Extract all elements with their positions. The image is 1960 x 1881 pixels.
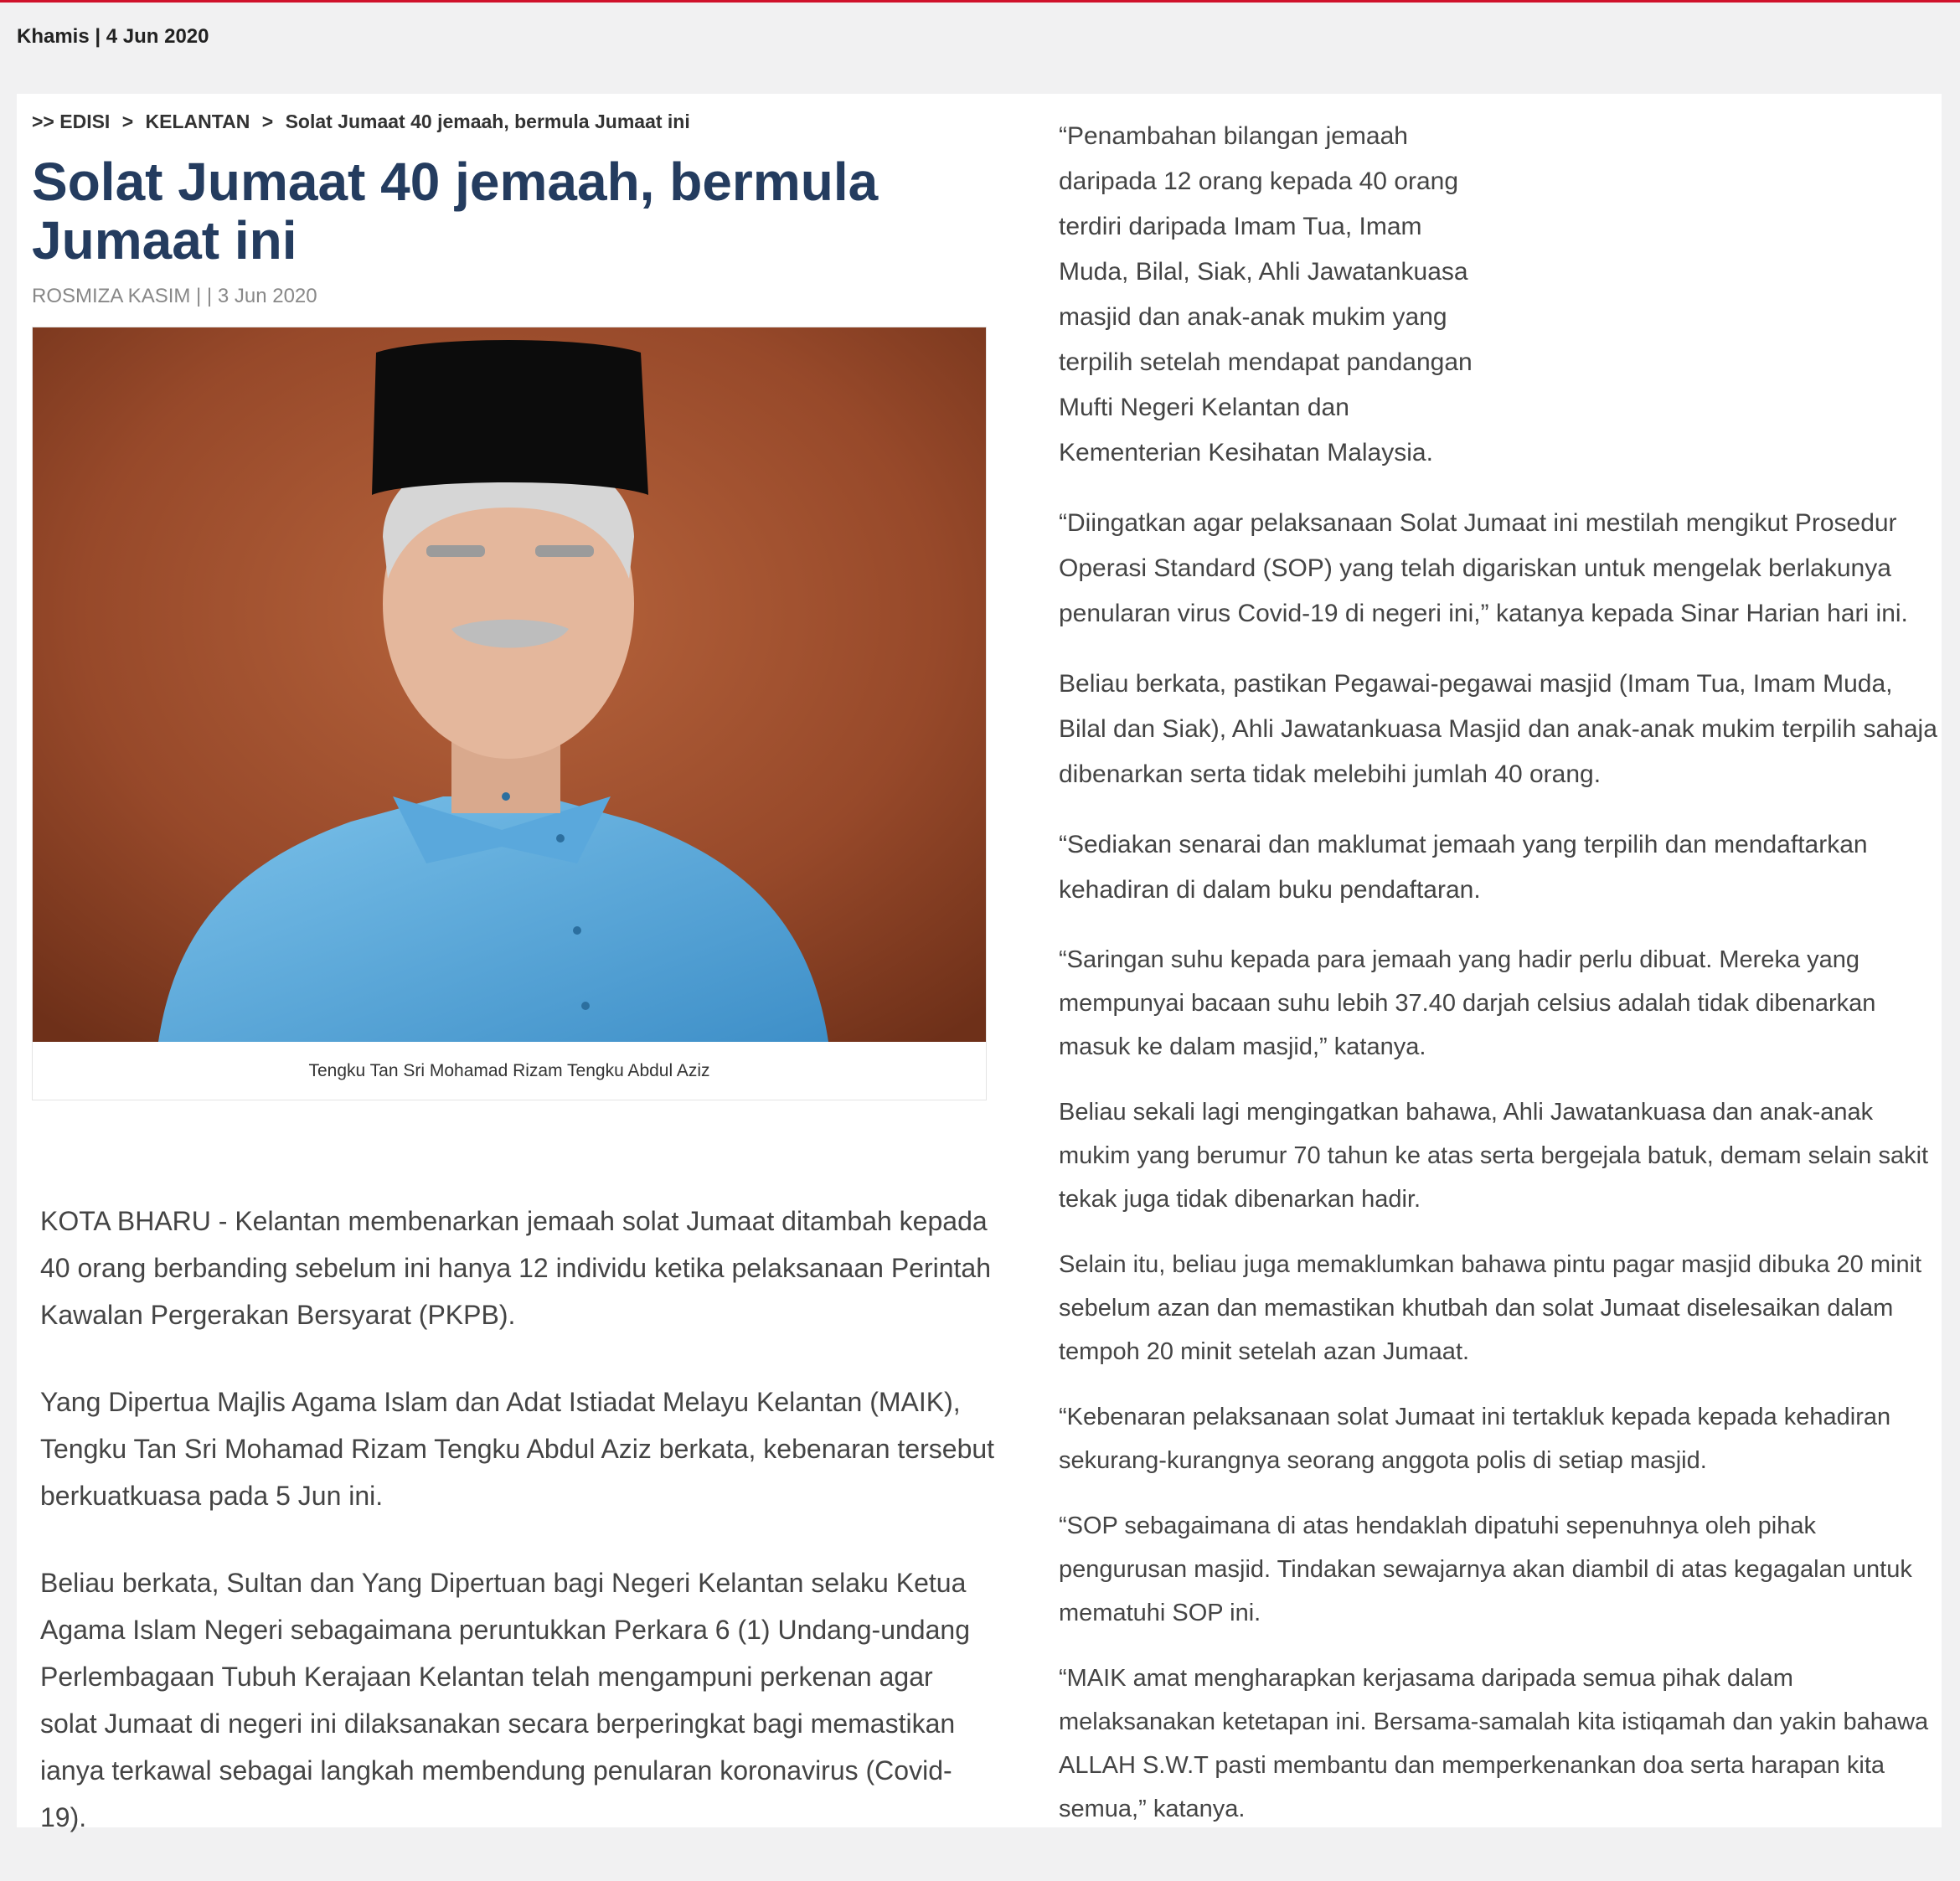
article-right-column <box>1059 114 1938 1853</box>
article-paragraph: “Diingatkan agar pelaksanaan Solat Jumaat ini mestilah mengikut Prosedur Operasi Standard (SOP) yang telah digariskan untuk mengelak berlakunya penularan virus Covid-19 di negeri ini,” katanya kepada Sinar Harian hari ini. <box>1059 509 1908 627</box>
header-date: Khamis | 4 Jun 2020 <box>17 25 209 48</box>
article-paragraph: “Kebenaran pelaksanaan solat Jumaat ini tertakluk kepada kepada kehadiran sekurang-kurangnya seorang anggota polis di setiap masjid. <box>1059 1404 1891 1474</box>
article-paragraph: “Penambahan bilangan jemaah daripada 12 orang kepada 40 orang terdiri daripada Imam Tua, Imam Muda, Bilal, Siak, Ahli Jawatankuasa masjid dan anak-anak mukim yang terpilih setelah mendapat pandangan Mufti Negeri Kelantan dan Kementerian Kesihatan Malaysia. <box>1059 122 1473 466</box>
photo-caption: Tengku Tan Sri Mohamad Rizam Tengku Abdul Aziz <box>308 1061 710 1080</box>
article-paragraph: Beliau sekali lagi mengingatkan bahawa, Ahli Jawatankuasa dan anak-anak mukim yang berumur 70 tahun ke atas serta bergejala batuk, demam selain sakit tekak juga tidak dibenarkan hadir. <box>1059 1099 1929 1213</box>
article-byline: ROSMIZA KASIM | | 3 Jun 2020 <box>32 285 317 307</box>
article-card <box>17 94 1942 1832</box>
breadcrumb-kelantan-link[interactable]: KELANTAN <box>145 111 250 132</box>
article-paragraph: Yang Dipertua Majlis Agama Islam dan Adat Istiadat Melayu Kelantan (MAIK), Tengku Tan Sri Mohamad Rizam Tengku Abdul Aziz berkata, kebenaran tersebut berkuatkuasa pada 5 Jun ini. <box>40 1387 995 1511</box>
article-paragraph: “MAIK amat mengharapkan kerjasama daripada semua pihak dalam melaksanakan ketetapan ini. Bersama-samalah kita istiqamah dan yakin bahawa ALLAH S.W.T pasti membantu dan memperkenankan doa serta harapan kita semua,” katanya. <box>1059 1665 1929 1822</box>
article-paragraph: Beliau berkata, pastikan Pegawai-pegawai masjid (Imam Tua, Imam Muda, Bilal dan Siak), Ahli Jawatankuasa Masjid dan anak-anak mukim terpilih sahaja dibenarkan serta tidak melebihi jumlah 40 orang. <box>1059 670 1937 788</box>
breadcrumb-separator: > <box>121 111 134 132</box>
article-body-left <box>40 1198 995 1881</box>
article-photo-frame <box>32 327 987 1100</box>
article-photo <box>33 327 986 1042</box>
article-title: Solat Jumaat 40 jemaah, bermula Jumaat ini <box>32 152 879 271</box>
article-paragraph: “Saringan suhu kepada para jemaah yang hadir perlu dibuat. Mereka yang mempunyai bacaan suhu lebih 37.40 darjah celsius adalah tidak dibenarkan masuk ke dalam masjid,” katanya. <box>1059 946 1876 1060</box>
article-paragraph: KOTA BHARU - Kelantan membenarkan jemaah solat Jumaat ditambah kepada 40 orang berbanding sebelum ini hanya 12 individu ketika pelaksanaan Perintah Kawalan Pergerakan Bersyarat (PKPB). <box>40 1206 992 1330</box>
article-paragraph: “SOP sebagaimana di atas hendaklah dipatuhi sepenuhnya oleh pihak pengurusan masjid. Tindakan sewajarnya akan diambil di atas kegagalan untuk mematuhi SOP ini. <box>1059 1513 1912 1626</box>
article-paragraph: Beliau berkata, Sultan dan Yang Dipertuan bagi Negeri Kelantan selaku Ketua Agama Islam Negeri sebagaimana peruntukkan Perkara 6 (1) Undang-undang Perlembagaan Tubuh Kerajaan Kelantan telah mengampuni perkenan agar solat Jumaat di negeri ini dilaksanakan secara berperingkat bagi memastikan ianya terkawal sebagai langkah membendung penularan koronavirus (Covid-19). <box>40 1568 970 1832</box>
breadcrumb-separator: > <box>261 111 274 132</box>
breadcrumb-current: Solat Jumaat 40 jemaah, bermula Jumaat ini <box>285 111 690 132</box>
article-paragraph: “Sediakan senarai dan maklumat jemaah yang terpilih dan mendaftarkan kehadiran di dalam buku pendaftaran. <box>1059 831 1868 904</box>
top-accent-line <box>0 0 1960 3</box>
article-paragraph: Selain itu, beliau juga memaklumkan bahawa pintu pagar masjid dibuka 20 minit sebelum azan dan memastikan khutbah dan solat Jumaat diselesaikan dalam tempoh 20 minit setelah azan Jumaat. <box>1059 1251 1922 1365</box>
breadcrumb-edisi-link[interactable]: >> EDISI <box>32 111 111 132</box>
breadcrumb <box>32 111 697 133</box>
